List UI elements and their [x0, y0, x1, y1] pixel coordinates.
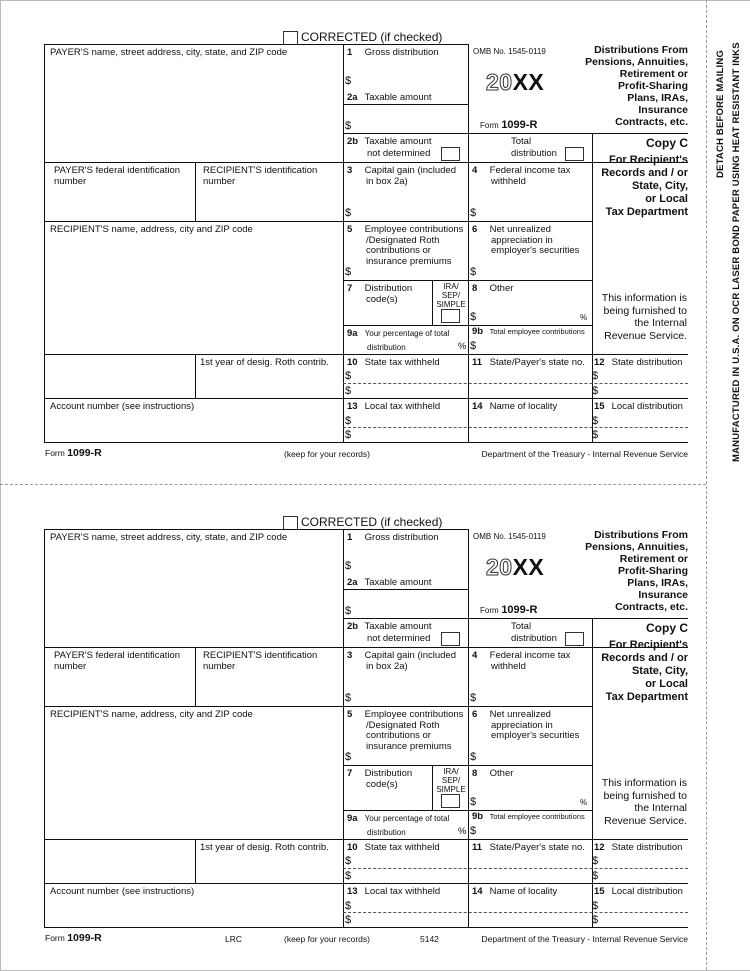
tax-year: 20XX [486, 69, 545, 95]
manufactured-text: MANUFACTURED IN U.S.A. ON OCR LASER BOND PAPER USING HEAT RESISTANT INKS [731, 42, 742, 462]
box3-label: 3 Capital gain (included in box 2a) [347, 650, 457, 672]
omb-number: OMB No. 1545-0119 [473, 47, 546, 56]
box2a-label: 2a Taxable amount [347, 577, 432, 588]
box15-dollar-2: $ [592, 429, 599, 441]
box5-label: 5 Employee contributions /Designated Roth contributions or insurance premiums [347, 224, 464, 267]
detach-text: DETACH BEFORE MAILING [715, 49, 726, 178]
furnished-notice: This information is being furnished to the Internal Revenue Service. [601, 777, 687, 827]
furnished-notice: This information is being furnished to the Internal Revenue Service. [601, 292, 687, 342]
box9b-label: 9b Total employee contributions [472, 326, 585, 337]
box12-label: 12 State distribution [594, 357, 683, 368]
total-distribution-checkbox[interactable] [565, 632, 584, 646]
box6-dollar: $ [470, 751, 477, 763]
box9a-label: 9a Your percentage of total [347, 328, 450, 339]
box9b-dollar: $ [470, 340, 477, 352]
box9a-label: 9a Your percentage of total [347, 813, 450, 824]
box10-dollar-2: $ [345, 870, 352, 882]
total-distribution-label-1: Total [511, 621, 532, 632]
box15-dollar-1: $ [592, 900, 599, 912]
roth-year-label: 1st year of desig. Roth contrib. [200, 357, 329, 368]
taxable-not-determined-checkbox[interactable] [441, 147, 460, 161]
box6-label: 6 Net unrealized appreciation in employer's securities [472, 224, 580, 256]
box10-dollar-1: $ [345, 370, 352, 382]
box15-dollar-2: $ [592, 914, 599, 926]
box13-dollar-1: $ [345, 415, 352, 427]
box15-label: 15 Local distribution [594, 401, 683, 412]
taxable-not-determined-checkbox[interactable] [441, 632, 460, 646]
box6-dollar: $ [470, 266, 477, 278]
box7-label: 7 Distribution code(s) [347, 283, 413, 305]
box8-dollar: $ [470, 311, 477, 323]
side-strip [706, 0, 750, 970]
box5-label: 5 Employee contributions /Designated Roth contributions or insurance premiums [347, 709, 464, 752]
footer-form-name: Form 1099-R [45, 447, 102, 459]
ira-sep-simple-label: IRA/ SEP/ SIMPLE [436, 282, 466, 309]
total-distribution-label-1: Total [511, 136, 532, 147]
box13-label: 13 Local tax withheld [347, 886, 441, 897]
box9b-label: 9b Total employee contributions [472, 811, 585, 822]
copy-for: For Recipient's Records and / or State, City, or Local Tax Department [601, 639, 688, 703]
box3-dollar: $ [345, 692, 352, 704]
box8-label: 8 Other [472, 283, 514, 294]
box14-label: 14 Name of locality [472, 886, 558, 897]
box9a-label-2: distribution [367, 343, 406, 352]
box2a-dollar: $ [345, 605, 352, 617]
corrected-label: CORRECTED (if checked) [301, 515, 443, 529]
box13-dollar-1: $ [345, 900, 352, 912]
box2b-label-2: not determined [367, 148, 431, 159]
box7-label: 7 Distribution code(s) [347, 768, 413, 790]
box4-label: 4 Federal income tax withheld [472, 650, 571, 672]
box2b-label: 2b Taxable amount [347, 136, 432, 147]
box13-dollar-2: $ [345, 914, 352, 926]
recipient-tin-label: RECIPIENT'S identification number [203, 650, 318, 672]
box8-percent: % [580, 313, 588, 322]
payer-tin-label: PAYER'S federal identification number [54, 165, 181, 187]
box13-dollar-2: $ [345, 429, 352, 441]
box9a-percent: % [458, 341, 467, 352]
box2b-label: 2b Taxable amount [347, 621, 432, 632]
box8-percent: % [580, 798, 588, 807]
box2a-dollar: $ [345, 120, 352, 132]
box5-dollar: $ [345, 751, 352, 763]
form-number: Form 1099-R [480, 119, 538, 131]
copy-for: For Recipient's Records and / or State, City, or Local Tax Department [601, 154, 688, 218]
box11-label: 11 State/Payer's state no. [472, 842, 585, 853]
footer-form-name: Form 1099-R [45, 932, 102, 944]
account-number-label: Account number (see instructions) [50, 401, 195, 412]
box5-dollar: $ [345, 266, 352, 278]
omb-number: OMB No. 1545-0119 [473, 532, 546, 541]
box10-label: 10 State tax withheld [347, 357, 440, 368]
box4-label: 4 Federal income tax withheld [472, 165, 571, 187]
form-title: Distributions From Pensions, Annuities, Retirement or Profit-Sharing Plans, IRAs, Insurance Contracts, etc. [585, 529, 688, 613]
payer-name-label: PAYER'S name, street address, city, state, and ZIP code [50, 532, 288, 543]
box8-dollar: $ [470, 796, 477, 808]
form-title: Distributions From Pensions, Annuities, Retirement or Profit-Sharing Plans, IRAs, Insurance Contracts, etc. [585, 44, 688, 128]
box9b-dollar: $ [470, 825, 477, 837]
ira-checkbox[interactable] [441, 309, 460, 323]
box9a-percent: % [458, 826, 467, 837]
box2a-label: 2a Taxable amount [347, 92, 432, 103]
recipient-name-label: RECIPIENT'S name, address, city and ZIP code [50, 224, 253, 235]
ira-checkbox[interactable] [441, 794, 460, 808]
ira-sep-simple-label: IRA/ SEP/ SIMPLE [436, 767, 466, 794]
footer-keep: (keep for your records) [284, 449, 370, 459]
box4-dollar: $ [470, 692, 477, 704]
payer-name-label: PAYER'S name, street address, city, state, and ZIP code [50, 47, 288, 58]
corrected-label: CORRECTED (if checked) [301, 30, 443, 44]
footer-code: 5142 [420, 934, 439, 944]
box12-dollar-2: $ [592, 385, 599, 397]
box3-label: 3 Capital gain (included in box 2a) [347, 165, 457, 187]
corrected-checkbox[interactable] [283, 31, 298, 45]
payer-tin-label: PAYER'S federal identification number [54, 650, 181, 672]
box1-label: 1 Gross distribution [347, 532, 439, 543]
form-copy-bottom [0, 514, 706, 954]
account-number-label: Account number (see instructions) [50, 886, 195, 897]
box3-dollar: $ [345, 207, 352, 219]
box15-dollar-1: $ [592, 415, 599, 427]
box1-label: 1 Gross distribution [347, 47, 439, 58]
tax-year: 20XX [486, 554, 545, 580]
form-number: Form 1099-R [480, 604, 538, 616]
box1-dollar: $ [345, 560, 352, 572]
perforation-line [0, 484, 706, 485]
footer-dept: Department of the Treasury - Internal Revenue Service [481, 934, 688, 944]
box14-label: 14 Name of locality [472, 401, 558, 412]
copy-label: Copy C [646, 136, 688, 150]
box10-dollar-1: $ [345, 855, 352, 867]
box4-dollar: $ [470, 207, 477, 219]
box12-dollar-2: $ [592, 870, 599, 882]
box12-dollar-1: $ [592, 855, 599, 867]
footer-dept: Department of the Treasury - Internal Revenue Service [481, 449, 688, 459]
box10-dollar-2: $ [345, 385, 352, 397]
form-copy-top [0, 29, 706, 469]
box13-label: 13 Local tax withheld [347, 401, 441, 412]
footer-lrc: LRC [225, 934, 243, 944]
total-distribution-checkbox[interactable] [565, 147, 584, 161]
footer-keep: (keep for your records) [284, 934, 370, 944]
copy-label: Copy C [646, 621, 688, 635]
roth-year-label: 1st year of desig. Roth contrib. [200, 842, 329, 853]
recipient-tin-label: RECIPIENT'S identification number [203, 165, 318, 187]
box1-dollar: $ [345, 75, 352, 87]
box12-dollar-1: $ [592, 370, 599, 382]
box2b-label-2: not determined [367, 633, 431, 644]
box11-label: 11 State/Payer's state no. [472, 357, 585, 368]
total-distribution-label-2: distribution [511, 633, 557, 644]
box12-label: 12 State distribution [594, 842, 683, 853]
total-distribution-label-2: distribution [511, 148, 557, 159]
corrected-checkbox[interactable] [283, 516, 298, 530]
box9a-label-2: distribution [367, 828, 406, 837]
recipient-name-label: RECIPIENT'S name, address, city and ZIP code [50, 709, 253, 720]
box15-label: 15 Local distribution [594, 886, 683, 897]
box6-label: 6 Net unrealized appreciation in employer's securities [472, 709, 580, 741]
box8-label: 8 Other [472, 768, 514, 779]
box10-label: 10 State tax withheld [347, 842, 440, 853]
